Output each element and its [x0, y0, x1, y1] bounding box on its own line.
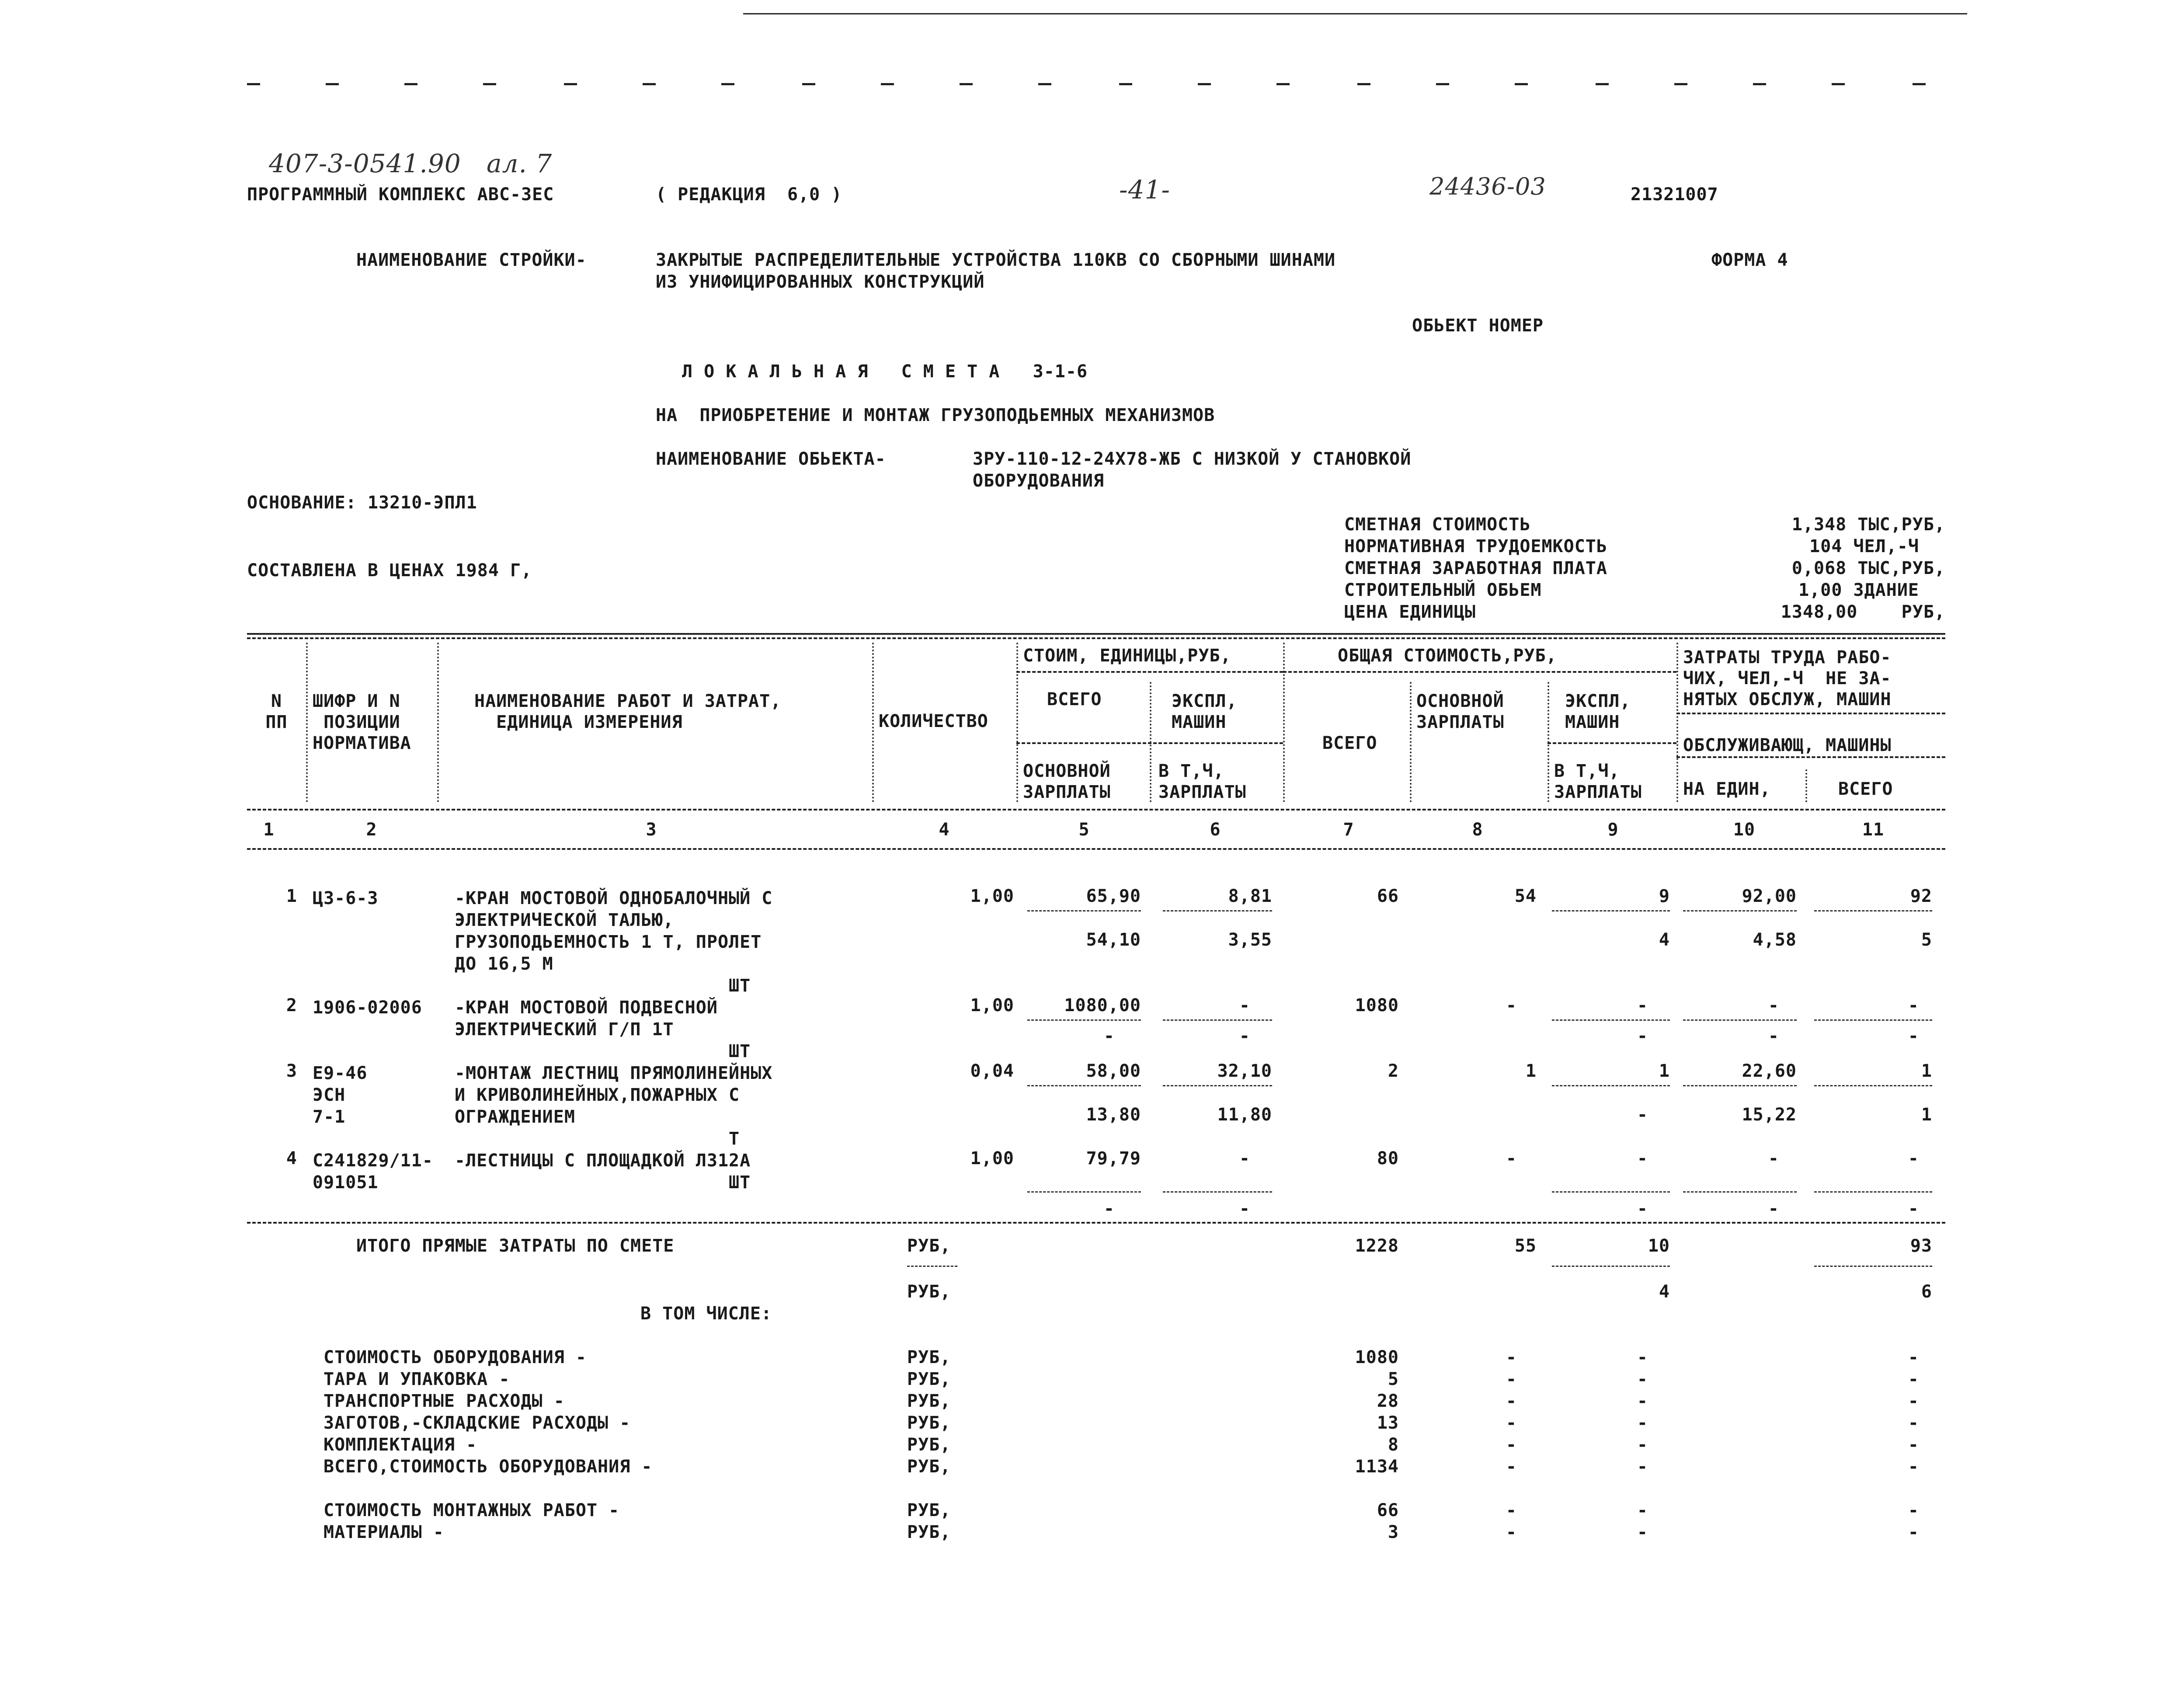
col-header-unit-mach-wage: В Т,Ч, ЗАРПЛАТЫ — [1158, 761, 1246, 802]
col-number: 3 — [646, 820, 657, 840]
handwritten-sheet-ref: 407-3-0541.90 ал. 7 — [269, 149, 553, 178]
program-name: ПРОГРАММНЫЙ КОМПЛЕКС АВС-3ЕС — [247, 184, 554, 205]
row-labor-unit: 22,60 — [1742, 1061, 1797, 1081]
col-header-labor: ЗАТРАТЫ ТРУДА РАБО- ЧИХ, ЧЕЛ,-Ч НЕ ЗА- НЯТЫХ ОБСЛУЖ, МАШИН — [1683, 647, 1892, 710]
row-labor-total-serv: - — [1908, 1026, 1919, 1046]
prices-line: СОСТАВЛЕНА В ЦЕНАХ 1984 Г, — [247, 560, 532, 581]
row-total: 66 — [1377, 886, 1399, 906]
row-qty: 1,00 — [970, 995, 1014, 1016]
breakdown-total: 13 — [1377, 1413, 1399, 1433]
edition: ( РЕДАКЦИЯ 6,0 ) — [656, 184, 842, 205]
totals-wage: 55 — [1514, 1236, 1537, 1256]
row-num: 4 — [286, 1148, 297, 1169]
breakdown-wage: - — [1506, 1435, 1517, 1455]
top-rule — [743, 13, 1967, 14]
breakdown-total: 28 — [1377, 1391, 1399, 1411]
row-unit-mach-wage: - — [1239, 1026, 1250, 1046]
object-line2: ОБОРУДОВАНИЯ — [973, 471, 1104, 491]
summary-label: СТРОИТЕЛЬНЫЙ ОБЬЕМ — [1344, 580, 1542, 600]
col-number: 6 — [1210, 820, 1221, 840]
breakdown-label: СТОИМОСТЬ ОБОРУДОВАНИЯ - — [323, 1347, 587, 1367]
summary-value: 1348,00 РУБ, — [1781, 602, 1945, 622]
breakdown-wage: - — [1506, 1413, 1517, 1433]
table-bottom-rule — [247, 1222, 1945, 1224]
document-title: Л О К А Л Ь Н А Я С М Е Т А 3-1-6 — [682, 362, 1088, 382]
breakdown-label: ТАРА И УПАКОВКА - — [323, 1369, 510, 1389]
breakdown-labor: - — [1908, 1522, 1919, 1542]
row-total-mach-wage: - — [1637, 1199, 1648, 1219]
breakdown-unit: РУБ, — [907, 1391, 951, 1411]
col-header-total-all: ВСЕГО — [1322, 733, 1377, 753]
col-header-labor-total: ВСЕГО — [1838, 779, 1893, 799]
row-code: 1906-02006 — [313, 998, 422, 1018]
row-labor-unit-serv: 4,58 — [1753, 930, 1797, 950]
totals-unit-2: РУБ, — [907, 1282, 951, 1302]
breakdown-label: МАТЕРИАЛЫ - — [323, 1522, 444, 1542]
row-num: 3 — [286, 1061, 297, 1081]
basis-line: ОСНОВАНИЕ: 13210-ЭПЛ1 — [247, 493, 477, 513]
col-header-name: НАИМЕНОВАНИЕ РАБОТ И ЗАТРАТ, ЕДИНИЦА ИЗМЕРЕНИЯ — [474, 691, 782, 732]
doc-number: 21321007 — [1631, 184, 1718, 205]
row-unit-mach: - — [1239, 995, 1250, 1016]
col-header-labor-unit: НА ЕДИН, — [1683, 779, 1771, 799]
row-unit-mach-wage: 11,80 — [1217, 1105, 1272, 1125]
breakdown-total: 5 — [1388, 1369, 1399, 1389]
col-number: 1 — [263, 820, 275, 840]
totals-label: ИТОГО ПРЯМЫЕ ЗАТРАТЫ ПО СМЕТЕ — [356, 1236, 675, 1256]
row-total: 1080 — [1355, 995, 1399, 1016]
handwritten-code: 24436-03 — [1429, 173, 1546, 200]
row-labor-total: - — [1908, 1148, 1919, 1169]
row-unit-wage: - — [1103, 1026, 1115, 1046]
col-header-total-cost: ОБЩАЯ СТОИМОСТЬ,РУБ, — [1338, 646, 1557, 666]
breakdown-mach: - — [1637, 1347, 1648, 1367]
row-labor-unit: 92,00 — [1742, 886, 1797, 906]
breakdown-wage: - — [1506, 1391, 1517, 1411]
row-unit-total: 1080,00 — [1064, 995, 1141, 1016]
row-labor-unit-serv: - — [1768, 1026, 1779, 1046]
col-number: 10 — [1733, 820, 1756, 840]
object-line1: ЗРУ-110-12-24Х78-ЖБ С НИЗКОЙ У СТАНОВКОЙ — [973, 449, 1412, 469]
row-labor-unit-serv: 15,22 — [1742, 1105, 1797, 1125]
row-total-wage: - — [1506, 995, 1517, 1016]
totals-mach: 10 — [1648, 1236, 1670, 1256]
row-code: Е9-46 ЭСН 7-1 — [313, 1063, 368, 1127]
row-labor-total-serv: 1 — [1921, 1105, 1932, 1125]
breakdown-unit: РУБ, — [907, 1413, 951, 1433]
summary-label: СМЕТНАЯ СТОИМОСТЬ — [1344, 515, 1531, 535]
col-number: 4 — [939, 820, 950, 840]
summary-value: 1,00 ЗДАНИЕ — [1798, 580, 1919, 600]
row-name: -ЛЕСТНИЦЫ С ПЛОЩАДКОЙ Л312А ШТ — [455, 1151, 751, 1193]
col-header-unit-wage: ОСНОВНОЙ ЗАРПЛАТЫ — [1023, 761, 1111, 802]
breakdown-labor: - — [1908, 1500, 1919, 1520]
row-unit-wage: 13,80 — [1086, 1105, 1141, 1125]
col-header-qty: КОЛИЧЕСТВО — [879, 711, 988, 731]
breakdown-unit: РУБ, — [907, 1369, 951, 1389]
row-total-mach: - — [1637, 995, 1648, 1016]
breakdown-labor: - — [1908, 1435, 1919, 1455]
row-total: 2 — [1388, 1061, 1399, 1081]
breakdown-mach: - — [1637, 1435, 1648, 1455]
row-name: -МОНТАЖ ЛЕСТНИЦ ПРЯМОЛИНЕЙНЫХ И КРИВОЛИНЕЙНЫХ,ПОЖАРНЫХ С ОГРАЖДЕНИЕМ Т — [455, 1063, 773, 1149]
row-unit-mach-wage: 3,55 — [1228, 930, 1272, 950]
col-header-total-mach-wage: В Т,Ч, ЗАРПЛАТЫ — [1554, 761, 1642, 802]
row-unit-total: 65,90 — [1086, 886, 1141, 906]
breakdown-mach: - — [1637, 1413, 1648, 1433]
row-total-wage: 1 — [1525, 1061, 1537, 1081]
row-labor-unit-serv: - — [1768, 1199, 1779, 1219]
breakdown-label: ВСЕГО,СТОИМОСТЬ ОБОРУДОВАНИЯ - — [323, 1457, 653, 1477]
col-header-labor-serv: ОБСЛУЖИВАЮЩ, МАШИНЫ — [1683, 735, 1892, 755]
row-unit-total: 79,79 — [1086, 1148, 1141, 1169]
breakdown-mach: - — [1637, 1522, 1648, 1542]
totals-labor-total: 93 — [1910, 1236, 1932, 1256]
breakdown-wage: - — [1506, 1457, 1517, 1477]
breakdown-unit: РУБ, — [907, 1347, 951, 1367]
breakdown-labor: - — [1908, 1413, 1919, 1433]
breakdown-total: 1134 — [1355, 1457, 1399, 1477]
row-total-wage: - — [1506, 1148, 1517, 1169]
breakdown-wage: - — [1506, 1369, 1517, 1389]
object-number-label: ОБЬЕКТ НОМЕР — [1412, 316, 1544, 336]
col-number: 5 — [1078, 820, 1090, 840]
col-number: 11 — [1862, 820, 1885, 840]
row-total-wage: 54 — [1514, 886, 1537, 906]
row-total-mach: 1 — [1659, 1061, 1670, 1081]
col-header-total-mach: ЭКСПЛ, МАШИН — [1565, 691, 1631, 732]
breakdown-mach: - — [1637, 1457, 1648, 1477]
breakdown-total: 3 — [1388, 1522, 1399, 1542]
row-unit-mach: - — [1239, 1148, 1250, 1169]
row-labor-unit: - — [1768, 995, 1779, 1016]
summary-value: 1,348 ТЫС,РУБ, — [1791, 515, 1945, 535]
form-number: ФОРМА 4 — [1711, 250, 1788, 270]
breakdown-wage: - — [1506, 1522, 1517, 1542]
row-total: 80 — [1377, 1148, 1399, 1169]
row-total-mach-wage: - — [1637, 1105, 1648, 1125]
row-unit-mach: 32,10 — [1217, 1061, 1272, 1081]
totals-mach-wage: 4 — [1659, 1282, 1670, 1302]
breakdown-mach: - — [1637, 1391, 1648, 1411]
row-labor-total: 92 — [1910, 886, 1932, 906]
totals-total: 1228 — [1355, 1236, 1399, 1256]
summary-label: ЦЕНА ЕДИНИЦЫ — [1344, 602, 1476, 622]
breakdown-total: 1080 — [1355, 1347, 1399, 1367]
totals-unit: РУБ, — [907, 1236, 951, 1256]
handwritten-page-number: -41- — [1119, 175, 1170, 205]
summary-value: 104 ЧЕЛ,-Ч — [1809, 536, 1919, 557]
breakdown-labor: - — [1908, 1347, 1919, 1367]
row-name: -КРАН МОСТОВОЙ ОДНОБАЛОЧНЫЙ С ЭЛЕКТРИЧЕСКОЙ ТАЛЬЮ, ГРУЗОПОДЬЕМНОСТЬ 1 Т, ПРОЛЕТ ДО 16,5 М ШТ — [455, 888, 773, 996]
row-code: С241829/11- 091051 — [313, 1151, 433, 1193]
row-total-mach-wage: 4 — [1659, 930, 1670, 950]
construction-line1: ЗАКРЫТЫЕ РАСПРЕДЕЛИТЕЛЬНЫЕ УСТРОЙСТВА 110КВ СО СБОРНЫМИ ШИНАМИ — [656, 250, 1336, 270]
row-labor-total-serv: 5 — [1921, 930, 1932, 950]
object-label: НАИМЕНОВАНИЕ ОБЬЕКТА- — [656, 449, 886, 469]
construction-label: НАИМЕНОВАНИЕ СТРОЙКИ- — [356, 250, 587, 270]
row-total-mach: 9 — [1659, 886, 1670, 906]
row-unit-mach-wage: - — [1239, 1199, 1250, 1219]
breakdown-wage: - — [1506, 1500, 1517, 1520]
row-qty: 1,00 — [970, 886, 1014, 906]
summary-label: СМЕТНАЯ ЗАРАБОТНАЯ ПЛАТА — [1344, 558, 1607, 578]
breakdown-labor: - — [1908, 1391, 1919, 1411]
col-number: 2 — [366, 820, 377, 840]
breakdown-unit: РУБ, — [907, 1435, 951, 1455]
row-unit-wage: - — [1103, 1199, 1115, 1219]
summary-value: 0,068 ТЫС,РУБ, — [1791, 558, 1945, 578]
totals-labor-total-serv: 6 — [1921, 1282, 1932, 1302]
construction-line2: ИЗ УНИФИЦИРОВАННЫХ КОНСТРУКЦИЙ — [656, 272, 985, 292]
breakdown-unit: РУБ, — [907, 1500, 951, 1520]
breakdown-label: КОМПЛЕКТАЦИЯ - — [323, 1435, 477, 1455]
row-labor-unit: - — [1768, 1148, 1779, 1169]
breakdown-labor: - — [1908, 1457, 1919, 1477]
row-name: -КРАН МОСТОВОЙ ПОДВЕСНОЙ ЭЛЕКТРИЧЕСКИЙ Г/П 1Т ШТ — [455, 998, 751, 1061]
col-header-unit-mach: ЭКСПЛ, МАШИН — [1172, 691, 1238, 732]
row-labor-total-serv: - — [1908, 1199, 1919, 1219]
row-code: Ц3-6-3 — [313, 888, 379, 908]
col-header-unit-total: ВСЕГО — [1047, 689, 1102, 710]
breakdown-label: ЗАГОТОВ,-СКЛАДСКИЕ РАСХОДЫ - — [323, 1413, 631, 1433]
row-unit-total: 58,00 — [1086, 1061, 1141, 1081]
breakdown-label: ТРАНСПОРТНЫЕ РАСХОДЫ - — [323, 1391, 565, 1411]
breakdown-unit: РУБ, — [907, 1522, 951, 1542]
breakdown-mach: - — [1637, 1369, 1648, 1389]
row-unit-mach: 8,81 — [1228, 886, 1272, 906]
breakdown-label: СТОИМОСТЬ МОНТАЖНЫХ РАБОТ - — [323, 1500, 620, 1520]
breakdown-labor: - — [1908, 1369, 1919, 1389]
col-number: 9 — [1607, 820, 1619, 840]
row-qty: 1,00 — [970, 1148, 1014, 1169]
breakdown-unit: РУБ, — [907, 1457, 951, 1477]
col-header-total-wage: ОСНОВНОЙ ЗАРПЛАТЫ — [1416, 691, 1504, 732]
breakdown-total: 66 — [1377, 1500, 1399, 1520]
row-qty: 0,04 — [970, 1061, 1014, 1081]
row-total-mach-wage: - — [1637, 1026, 1648, 1046]
row-labor-total: 1 — [1921, 1061, 1932, 1081]
col-header-num: N ПП — [265, 691, 288, 732]
col-header-unit-cost: СТОИМ, ЕДИНИЦЫ,РУБ, — [1023, 646, 1231, 666]
col-header-code: ШИФР И N ПОЗИЦИИ НОРМАТИВА — [313, 691, 411, 753]
breakdown-mach: - — [1637, 1500, 1648, 1520]
breakdown-total: 8 — [1388, 1435, 1399, 1455]
col-number: 8 — [1472, 820, 1483, 840]
subject-line: НА ПРИОБРЕТЕНИЕ И МОНТАЖ ГРУЗОПОДЬЕМНЫХ МЕХАНИЗМОВ — [656, 405, 1215, 425]
row-labor-total: - — [1908, 995, 1919, 1016]
summary-label: НОРМАТИВНАЯ ТРУДОЕМКОСТЬ — [1344, 536, 1607, 557]
col-number: 7 — [1343, 820, 1354, 840]
row-num: 2 — [286, 995, 297, 1016]
row-total-mach: - — [1637, 1148, 1648, 1169]
including-label: В ТОМ ЧИСЛЕ: — [640, 1304, 772, 1324]
row-unit-wage: 54,10 — [1086, 930, 1141, 950]
row-num: 1 — [286, 886, 297, 906]
breakdown-wage: - — [1506, 1347, 1517, 1367]
